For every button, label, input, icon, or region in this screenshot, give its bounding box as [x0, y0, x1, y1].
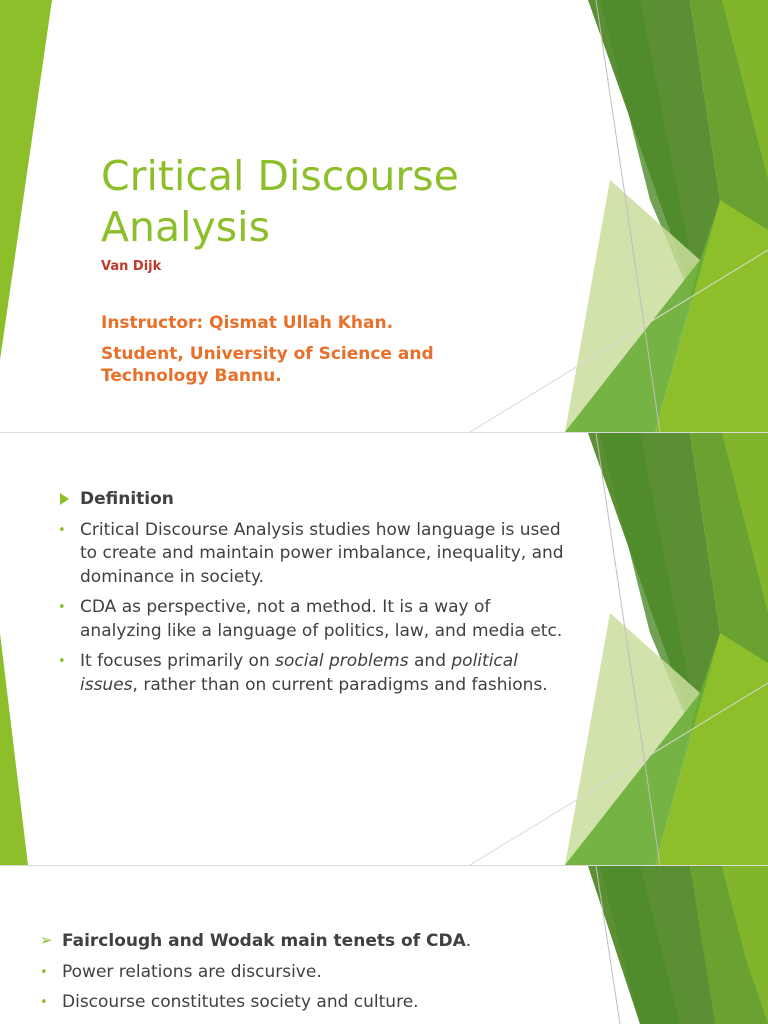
student-line: Student, University of Science and Technology Bannu.: [101, 344, 434, 386]
triangle-bullet-icon: [60, 493, 69, 505]
list-item: • It focuses primarily on social problems and political issues, rather than on current paradigms and fashions.: [58, 651, 548, 695]
dot-bullet-icon: •: [58, 654, 66, 669]
tenets-content: [40, 930, 550, 1022]
presenter-info: [101, 312, 521, 396]
tenets-slide: [0, 866, 768, 1024]
dot-bullet-icon: •: [40, 964, 48, 980]
list-item: • CDA as perspective, not a method. It is a way of analyzing like a language of politics, law, and media etc.: [58, 597, 563, 641]
list-item: • Discourse constitutes society and culture.: [40, 991, 550, 1015]
dot-bullet-icon: •: [58, 522, 66, 538]
definition-slide: [0, 433, 768, 865]
tenets-heading: ➢ Fairclough and Wodak main tenets of CDA.: [40, 931, 472, 951]
definition-content: [58, 488, 568, 704]
dot-bullet-icon: •: [58, 600, 66, 615]
definition-heading: Definition: [58, 488, 568, 512]
dot-bullet-icon: •: [40, 995, 48, 1010]
arrow-bullet-icon: ➢: [40, 931, 53, 949]
slide-subtitle: Van Dijk: [101, 259, 162, 274]
list-item: • Critical Discourse Analysis studies how language is used to create and maintain power imbalance, inequality, and dominance in society.: [58, 519, 564, 587]
slide-title: Critical Discourse Analysis: [101, 152, 459, 251]
title-slide: [0, 0, 768, 432]
list-item: • Power relations are discursive.: [40, 961, 550, 985]
instructor-line: Instructor: Qismat Ullah Khan.: [101, 313, 394, 333]
